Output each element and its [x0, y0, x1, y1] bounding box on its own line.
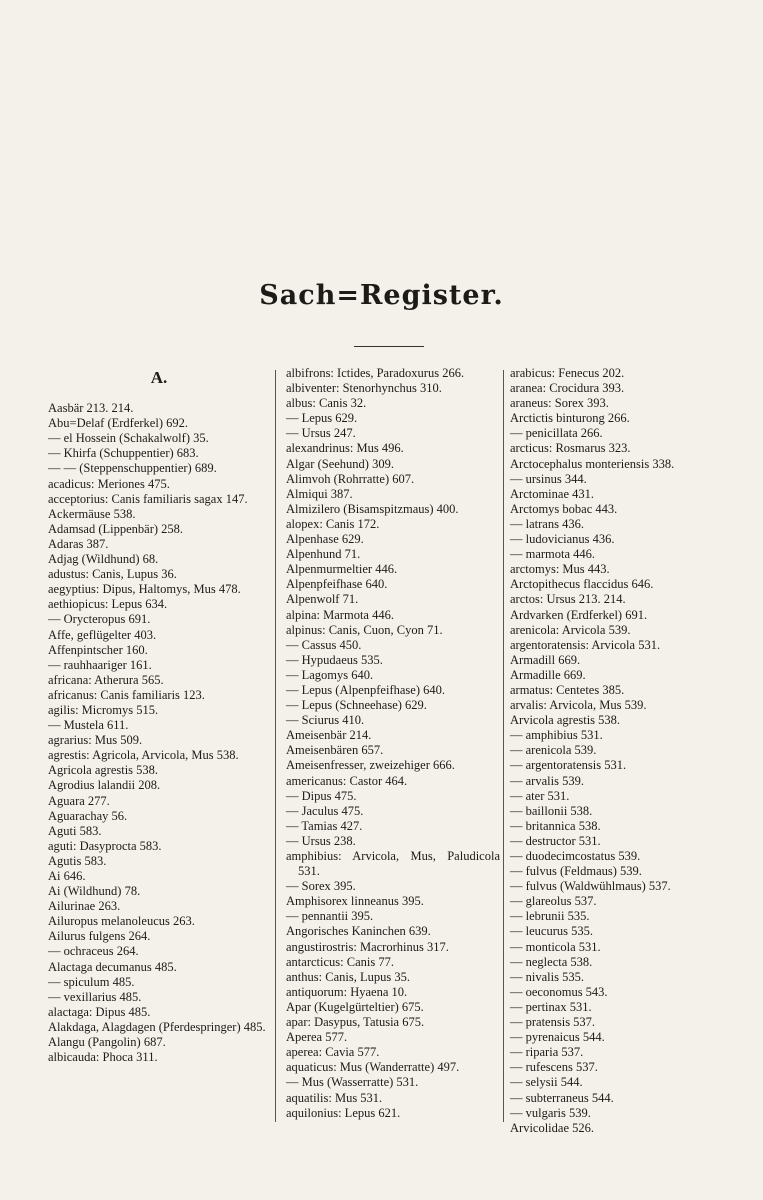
- index-entry: — Dipus 475.: [286, 788, 357, 803]
- index-entry: — monticola 531.: [510, 939, 601, 954]
- index-entry: — rauhhaariger 161.: [48, 657, 152, 672]
- index-entry: Ailuropus melanoleucus 263.: [48, 914, 195, 929]
- index-entry: Affe, geflügelter 403.: [48, 627, 157, 642]
- index-entry: Apar (Kugelgürteltier) 675.: [286, 999, 424, 1014]
- index-entry: — pratensis 537.: [510, 1015, 596, 1030]
- index-entry: — destructor 531.: [510, 833, 601, 848]
- index-entry: Agricola agrestis 538.: [48, 763, 159, 778]
- index-entry: albus: Canis 32.: [286, 396, 367, 411]
- index-entry: alpinus: Canis, Cuon, Cyon 71.: [286, 622, 443, 637]
- index-entry: albifrons: Ictides, Paradoxurus 266.: [286, 366, 465, 380]
- index-entry: — rufescens 537.: [510, 1060, 598, 1075]
- index-entry: albiventer: Stenorhynchus 310.: [286, 381, 442, 396]
- title-rule: [354, 346, 424, 347]
- index-entry: arabicus: Fenecus 202.: [510, 366, 625, 380]
- index-entry: — pyrenaicus 544.: [510, 1030, 605, 1045]
- index-entry: Arvicolidae 526.: [510, 1120, 595, 1135]
- index-entry: agilis: Micromys 515.: [48, 702, 159, 717]
- index-entry: — Cassus 450.: [286, 637, 362, 652]
- index-entry: Aguti 583.: [48, 823, 102, 838]
- index-entry: — el Hossein (Schakalwolf) 35.: [48, 431, 209, 446]
- index-entry: aranea: Crocidura 393.: [510, 381, 625, 396]
- index-entry: — oeconomus 543.: [510, 984, 608, 999]
- column-divider: [275, 370, 276, 1122]
- index-entry: aegyptius: Dipus, Haltomys, Mus 478.: [48, 582, 241, 597]
- index-entry: apar: Dasypus, Tatusia 675.: [286, 1015, 425, 1030]
- index-entry: — Lepus (Alpenpfeifhase) 640.: [286, 682, 445, 697]
- index-entry: angustirostris: Macrorhinus 317.: [286, 939, 449, 954]
- index-entry: — ater 531.: [510, 788, 570, 803]
- index-entry: — leucurus 535.: [510, 924, 593, 939]
- index-entry: — Ursus 238.: [286, 833, 356, 848]
- index-entry: africana: Atherura 565.: [48, 672, 164, 687]
- index-entry: — Sciurus 410.: [286, 713, 365, 728]
- index-entry: — riparia 537.: [510, 1045, 584, 1060]
- index-entry: — penicillata 266.: [510, 426, 603, 441]
- index-entry: agrarius: Mus 509.: [48, 733, 143, 748]
- index-entry: — ludovicianus 436.: [510, 532, 615, 547]
- index-entry: — glareolus 537.: [510, 894, 597, 909]
- index-entry: — lebrunii 535.: [510, 909, 590, 924]
- index-entry: — pertinax 531.: [510, 999, 592, 1014]
- index-entry: albicauda: Phoca 311.: [48, 1050, 158, 1065]
- index-entry: — ursinus 344.: [510, 471, 587, 486]
- index-entry: Angorisches Kaninchen 639.: [286, 924, 431, 939]
- index-entry: Alpenhase 629.: [286, 532, 364, 547]
- entry-list: [48, 401, 270, 1065]
- index-entry: — ochraceus 264.: [48, 944, 139, 959]
- index-entry: — Lepus (Schneehase) 629.: [286, 698, 427, 713]
- index-entry: — subterraneus 544.: [510, 1090, 614, 1105]
- section-letter: A.: [150, 368, 168, 387]
- index-entry: Alangu (Pangolin) 687.: [48, 1035, 166, 1050]
- index-entry: argentoratensis: Arvicola 531.: [510, 637, 661, 652]
- index-entry: araneus: Sorex 393.: [510, 396, 609, 411]
- index-entry: — duodecimcostatus 539.: [510, 849, 641, 863]
- index-entry: agrestis: Agricola, Arvicola, Mus 538.: [48, 748, 239, 763]
- index-entry: Alakdaga, Alagdagen (Pferdespringer) 485.: [48, 1019, 266, 1034]
- index-entry: Ameisenfresser, zweizehiger 666.: [286, 758, 455, 773]
- index-entry: — vulgaris 539.: [510, 1105, 591, 1120]
- index-entry: — selysii 544.: [510, 1075, 583, 1090]
- index-entry: — Ursus 247.: [286, 426, 356, 441]
- index-entry: Alpenmurmeltier 446.: [286, 562, 398, 577]
- index-entry: aethiopicus: Lepus 634.: [48, 597, 168, 612]
- index-entry: Alactaga decumanus 485.: [48, 959, 177, 974]
- index-entry: arctomys: Mus 443.: [510, 562, 610, 577]
- index-entry: Arctictis binturong 266.: [510, 411, 630, 426]
- index-entry: — Jaculus 475.: [286, 803, 364, 818]
- index-entry: arctos: Ursus 213. 214.: [510, 592, 626, 607]
- index-entry: — amphibius 531.: [510, 728, 603, 743]
- index-entry: alexandrinus: Mus 496.: [286, 441, 404, 456]
- index-entry: — Lagomys 640.: [286, 667, 374, 682]
- index-entry: Alpenpfeifhase 640.: [286, 577, 388, 592]
- index-entry: Ai 646.: [48, 869, 86, 883]
- index-entry: arvalis: Arvicola, Mus 539.: [510, 698, 647, 713]
- index-entry: acadicus: Meriones 475.: [48, 476, 170, 491]
- index-entry: Arvicola agrestis 538.: [510, 713, 621, 728]
- index-entry: — Hypudaeus 535.: [286, 652, 383, 667]
- index-entry: Adamsad (Lippenbär) 258.: [48, 521, 184, 536]
- index-entry: — vexillarius 485.: [48, 989, 142, 1004]
- index-entry: Aguara 277.: [48, 793, 110, 808]
- index-entry: Almizilero (Bisamspitzmaus) 400.: [286, 501, 459, 516]
- index-entry: — britannica 538.: [510, 818, 601, 833]
- index-entry: alactaga: Dipus 485.: [48, 1004, 151, 1019]
- index-entry: arenicola: Arvicola 539.: [510, 622, 631, 637]
- index-entry: — Sorex 395.: [286, 879, 356, 894]
- index-entry: alpina: Marmota 446.: [286, 607, 394, 622]
- index-entry: — fulvus (Waldwühlmaus) 537.: [510, 879, 671, 894]
- index-entry: Ailurus fulgens 264.: [48, 929, 151, 944]
- index-entry: Aperea 577.: [286, 1030, 348, 1045]
- index-entry: Ameisenbär 214.: [286, 728, 372, 743]
- index-entry: aquatilis: Mus 531.: [286, 1090, 383, 1105]
- index-entry: Agrodius lalandii 208.: [48, 778, 161, 793]
- index-entry: Alpenwolf 71.: [286, 592, 359, 607]
- index-entry: Arctocephalus monteriensis 338.: [510, 456, 675, 471]
- index-entry: armatus: Centetes 385.: [510, 682, 625, 697]
- index-entry: aquilonius: Lepus 621.: [286, 1105, 401, 1120]
- index-entry: — fulvus (Feldmaus) 539.: [510, 864, 642, 879]
- index-entry: Armadille 669.: [510, 667, 586, 682]
- index-entry: Arctomys bobac 443.: [510, 501, 618, 516]
- index-entry: aguti: Dasyprocta 583.: [48, 838, 162, 853]
- index-entry: — Khirfa (Schuppentier) 683.: [48, 446, 199, 461]
- column-divider: [503, 370, 504, 1122]
- index-entry: — Lepus 629.: [286, 411, 358, 426]
- index-entry: anthus: Canis, Lupus 35.: [286, 969, 410, 984]
- index-entry: — arenicola 539.: [510, 743, 597, 758]
- index-entry: Ailurinae 263.: [48, 899, 121, 914]
- index-entry: acceptorius: Canis familiaris sagax 147.: [48, 491, 248, 506]
- index-entry: — marmota 446.: [510, 547, 596, 562]
- index-entry: aperea: Cavia 577.: [286, 1045, 380, 1060]
- index-entry: americanus: Castor 464.: [286, 773, 408, 788]
- index-entry: — Mus (Wasserratte) 531.: [286, 1075, 419, 1090]
- index-entry: Adjag (Wildhund) 68.: [48, 552, 159, 567]
- index-entry: Alimvoh (Rohrratte) 607.: [286, 471, 415, 486]
- entry-list: [510, 366, 742, 1136]
- index-entry: Aasbär 213. 214.: [48, 401, 134, 416]
- index-entry: Adaras 387.: [48, 536, 109, 551]
- index-entry: amphibius: Arvicola, Mus, Paludicola 531.: [286, 849, 500, 879]
- index-column-2: [286, 366, 500, 1121]
- index-column-1: [48, 366, 270, 1065]
- entry-list: [286, 366, 500, 1121]
- index-entry: alopex: Canis 172.: [286, 516, 380, 531]
- index-entry: — arvalis 539.: [510, 773, 584, 788]
- index-entry: — Tamias 427.: [286, 818, 363, 833]
- index-entry: Ardvarken (Erdferkel) 691.: [510, 607, 648, 622]
- index-entry: Armadill 669.: [510, 652, 581, 667]
- index-entry: Abu=Delaf (Erdferkel) 692.: [48, 416, 188, 431]
- index-entry: Agutis 583.: [48, 853, 107, 868]
- index-entry: antiquorum: Hyaena 10.: [286, 984, 408, 999]
- index-entry: Algar (Seehund) 309.: [286, 456, 394, 471]
- index-entry: Arctominae 431.: [510, 486, 595, 501]
- index-entry: adustus: Canis, Lupus 36.: [48, 567, 177, 582]
- index-entry: — Mustela 611.: [48, 718, 129, 733]
- index-entry: arcticus: Rosmarus 323.: [510, 441, 631, 456]
- index-entry: Ai (Wildhund) 78.: [48, 884, 141, 899]
- index-entry: Aguarachay 56.: [48, 808, 128, 823]
- index-column-3: [510, 366, 742, 1136]
- index-entry: — nivalis 535.: [510, 969, 584, 984]
- index-entry: africanus: Canis familiaris 123.: [48, 687, 205, 702]
- index-entry: — spiculum 485.: [48, 974, 135, 989]
- index-entry: Ameisenbären 657.: [286, 743, 384, 758]
- page-title: Sach=Register.: [259, 280, 504, 311]
- index-entry: — neglecta 538.: [510, 954, 593, 969]
- index-entry: — argentoratensis 531.: [510, 758, 627, 773]
- index-entry: — baillonii 538.: [510, 803, 593, 818]
- index-entry: Arctopithecus flaccidus 646.: [510, 577, 654, 592]
- index-entry: — — (Steppenschuppentier) 689.: [48, 461, 217, 476]
- index-entry: antarcticus: Canis 77.: [286, 954, 394, 969]
- index-entry: — latrans 436.: [510, 516, 584, 531]
- index-entry: — pennantii 395.: [286, 909, 374, 924]
- index-entry: Affenpintscher 160.: [48, 642, 148, 657]
- index-entry: Ackermäuse 538.: [48, 506, 136, 521]
- index-entry: aquaticus: Mus (Wanderratte) 497.: [286, 1060, 460, 1075]
- index-entry: Alpenhund 71.: [286, 547, 361, 562]
- index-entry: Amphisorex linneanus 395.: [286, 894, 424, 909]
- index-entry: — Orycteropus 691.: [48, 612, 151, 627]
- index-entry: Almiqui 387.: [286, 486, 353, 501]
